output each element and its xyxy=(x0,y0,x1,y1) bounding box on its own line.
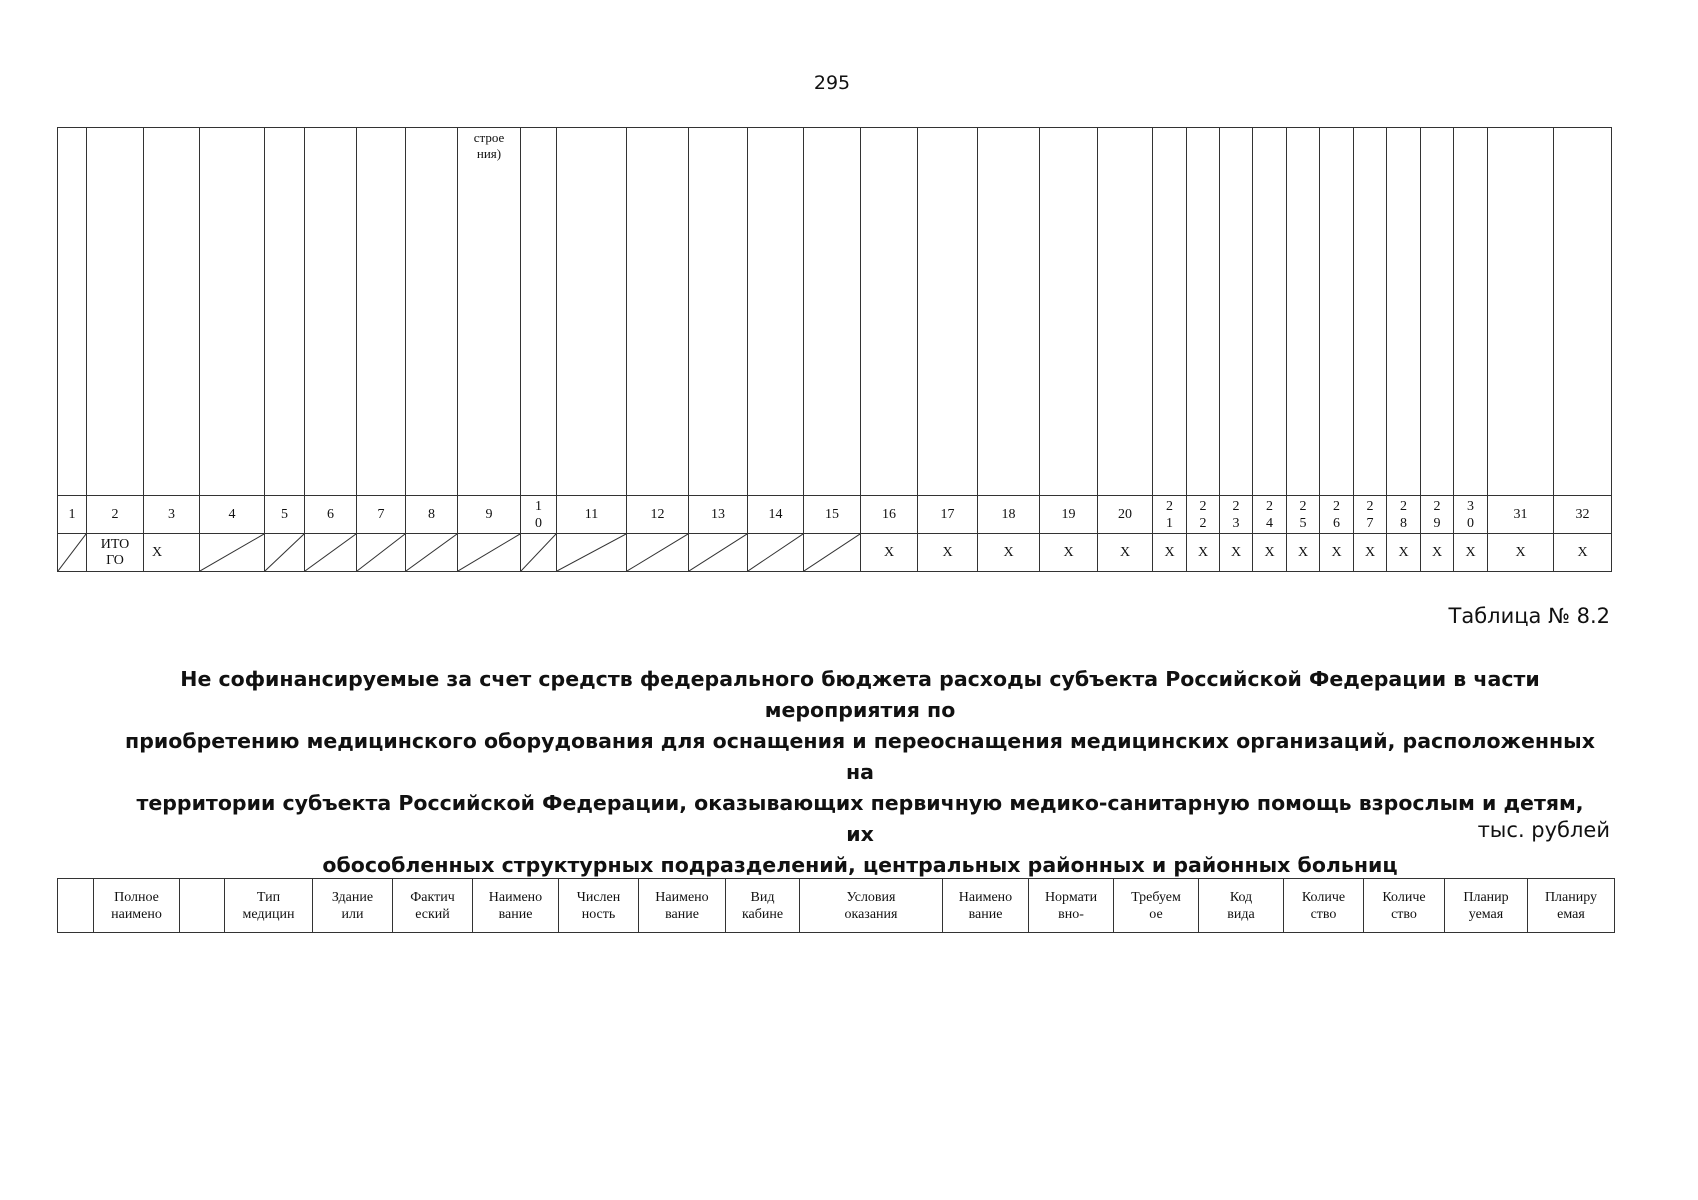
header-cell xyxy=(144,128,200,496)
empty-slashed-cell xyxy=(305,534,357,572)
header-cell-text: строе ния) xyxy=(473,130,505,161)
x-mark-cell: Х xyxy=(1387,534,1421,572)
column-number: 2 xyxy=(87,496,144,534)
column-number: 2 9 xyxy=(1421,496,1454,534)
column-number: 2 8 xyxy=(1387,496,1421,534)
column-number: 11 xyxy=(557,496,627,534)
diagonal-slash xyxy=(406,534,457,571)
diagonal-slash xyxy=(748,534,803,571)
upper-table-numbers-row xyxy=(58,496,1612,534)
lower-header-cell: Нормати вно- xyxy=(1029,879,1114,933)
diagonal-slash xyxy=(357,534,405,571)
header-cell xyxy=(58,128,87,496)
lower-header-cell: Вид кабине xyxy=(726,879,800,933)
column-number: 20 xyxy=(1098,496,1153,534)
column-number: 2 3 xyxy=(1220,496,1253,534)
lower-header-cell: Фактич еский xyxy=(393,879,473,933)
header-cell xyxy=(1320,128,1354,496)
header-cell xyxy=(1287,128,1320,496)
column-number: 5 xyxy=(265,496,305,534)
x-mark-cell: Х xyxy=(861,534,918,572)
empty-slashed-cell xyxy=(521,534,557,572)
column-number: 4 xyxy=(200,496,265,534)
column-number: 2 1 xyxy=(1153,496,1187,534)
lower-header-cell xyxy=(58,879,94,933)
lower-table-header-row xyxy=(58,879,1615,933)
empty-slashed-cell xyxy=(804,534,861,572)
lower-header-cell: Код вида xyxy=(1199,879,1284,933)
empty-slashed-cell xyxy=(748,534,804,572)
x-mark-cell: Х xyxy=(978,534,1040,572)
upper-table-itogo-row xyxy=(58,534,1612,572)
column-number: 1 xyxy=(58,496,87,534)
diagonal-slash xyxy=(804,534,860,571)
header-cell xyxy=(804,128,861,496)
x-mark-cell: Х xyxy=(1040,534,1098,572)
x-mark-cell: Х xyxy=(1354,534,1387,572)
diagonal-slash xyxy=(521,534,556,571)
header-cell xyxy=(1153,128,1187,496)
x-mark-cell: Х xyxy=(918,534,978,572)
lower-header-cell: Числен ность xyxy=(559,879,639,933)
column-number: 1 0 xyxy=(521,496,557,534)
header-cell xyxy=(521,128,557,496)
lower-header-cell: Наимено вание xyxy=(943,879,1029,933)
header-cell xyxy=(200,128,265,496)
header-cell xyxy=(1098,128,1153,496)
x-mark-cell: Х xyxy=(1098,534,1153,572)
x-mark-cell: Х xyxy=(1320,534,1354,572)
table-heading xyxy=(120,664,1600,881)
column-number: 14 xyxy=(748,496,804,534)
diagonal-slash xyxy=(689,534,747,571)
lower-header-cell: Планир уемая xyxy=(1445,879,1528,933)
heading-line: обособленных структурных подразделений, центральных районных и районных больниц xyxy=(322,853,1398,877)
column-number: 2 7 xyxy=(1354,496,1387,534)
column-number: 32 xyxy=(1554,496,1612,534)
lower-header-cell: Тип медицин xyxy=(225,879,313,933)
column-number: 6 xyxy=(305,496,357,534)
x-mark-cell: Х xyxy=(1253,534,1287,572)
column-number: 3 xyxy=(144,496,200,534)
column-number: 2 4 xyxy=(1253,496,1287,534)
diagonal-slash xyxy=(458,534,520,571)
column-number: 7 xyxy=(357,496,406,534)
column-number: 8 xyxy=(406,496,458,534)
header-cell xyxy=(1187,128,1220,496)
column-number: 12 xyxy=(627,496,689,534)
header-cell xyxy=(87,128,144,496)
empty-slashed-cell xyxy=(265,534,305,572)
diagonal-slash xyxy=(200,534,264,571)
header-cell xyxy=(1253,128,1287,496)
itogo-label: ИТО ГО xyxy=(87,534,144,572)
column-number: 19 xyxy=(1040,496,1098,534)
diagonal-slash xyxy=(305,534,356,571)
empty-slashed-cell xyxy=(200,534,265,572)
diagonal-slash xyxy=(58,534,86,571)
empty-slashed-cell xyxy=(627,534,689,572)
lower-header-cell: Количе ство xyxy=(1364,879,1445,933)
header-cell xyxy=(918,128,978,496)
header-cell xyxy=(689,128,748,496)
header-cell xyxy=(627,128,689,496)
diagonal-slash xyxy=(627,534,688,571)
heading-line: Не софинансируемые за счет средств федерального бюджета расходы субъекта Российской Федерации в части мероприятия по xyxy=(180,667,1540,722)
lower-header-cell: Наимено вание xyxy=(639,879,726,933)
column-number: 13 xyxy=(689,496,748,534)
heading-line: приобретению медицинского оборудования для оснащения и переоснащения медицинских организаций, расположенных на xyxy=(125,729,1595,784)
x-mark-cell: Х xyxy=(1554,534,1612,572)
x-mark-cell: Х xyxy=(144,534,200,572)
header-cell xyxy=(1421,128,1454,496)
column-number: 15 xyxy=(804,496,861,534)
empty-slashed-cell xyxy=(58,534,87,572)
column-number: 16 xyxy=(861,496,918,534)
column-number: 18 xyxy=(978,496,1040,534)
x-mark-cell: Х xyxy=(1287,534,1320,572)
header-cell xyxy=(978,128,1040,496)
column-number: 2 6 xyxy=(1320,496,1354,534)
x-mark-cell: Х xyxy=(1421,534,1454,572)
lower-header-cell: Здание или xyxy=(313,879,393,933)
lower-header-cell: Наимено вание xyxy=(473,879,559,933)
units-label: тыс. рублей xyxy=(1477,818,1610,842)
x-mark-cell: Х xyxy=(1187,534,1220,572)
empty-slashed-cell xyxy=(458,534,521,572)
column-number: 31 xyxy=(1488,496,1554,534)
header-cell xyxy=(861,128,918,496)
lower-table xyxy=(57,878,1615,933)
lower-header-cell: Требуем ое xyxy=(1114,879,1199,933)
header-cell xyxy=(1220,128,1253,496)
header-cell xyxy=(1040,128,1098,496)
x-mark-cell: Х xyxy=(1220,534,1253,572)
diagonal-slash xyxy=(265,534,304,571)
column-number: 2 5 xyxy=(1287,496,1320,534)
header-cell xyxy=(1488,128,1554,496)
upper-table-header-row xyxy=(58,128,1612,496)
lower-header-cell xyxy=(180,879,225,933)
header-cell xyxy=(1387,128,1421,496)
header-cell xyxy=(1454,128,1488,496)
x-mark-cell: Х xyxy=(1454,534,1488,572)
lower-header-cell: Условия оказания xyxy=(800,879,943,933)
header-cell xyxy=(458,128,521,496)
page-number: 295 xyxy=(813,72,851,94)
header-cell xyxy=(406,128,458,496)
column-number: 3 0 xyxy=(1454,496,1488,534)
empty-slashed-cell xyxy=(406,534,458,572)
lower-header-cell: Полное наимено xyxy=(94,879,180,933)
heading-line: территории субъекта Российской Федерации, оказывающих первичную медико-санитарную помощь взрослым и детям, их xyxy=(136,791,1584,846)
lower-header-cell: Количе ство xyxy=(1284,879,1364,933)
empty-slashed-cell xyxy=(689,534,748,572)
table-caption: Таблица № 8.2 xyxy=(1448,604,1610,628)
header-cell xyxy=(357,128,406,496)
x-mark-cell: Х xyxy=(1488,534,1554,572)
diagonal-slash xyxy=(557,534,626,571)
column-number: 17 xyxy=(918,496,978,534)
header-cell xyxy=(1554,128,1612,496)
empty-slashed-cell xyxy=(557,534,627,572)
upper-table xyxy=(57,127,1612,572)
header-cell xyxy=(1354,128,1387,496)
header-cell xyxy=(557,128,627,496)
x-mark-cell: Х xyxy=(1153,534,1187,572)
lower-header-cell: Планиру емая xyxy=(1528,879,1615,933)
header-cell xyxy=(305,128,357,496)
column-number: 2 2 xyxy=(1187,496,1220,534)
empty-slashed-cell xyxy=(357,534,406,572)
header-cell xyxy=(748,128,804,496)
header-cell xyxy=(265,128,305,496)
column-number: 9 xyxy=(458,496,521,534)
